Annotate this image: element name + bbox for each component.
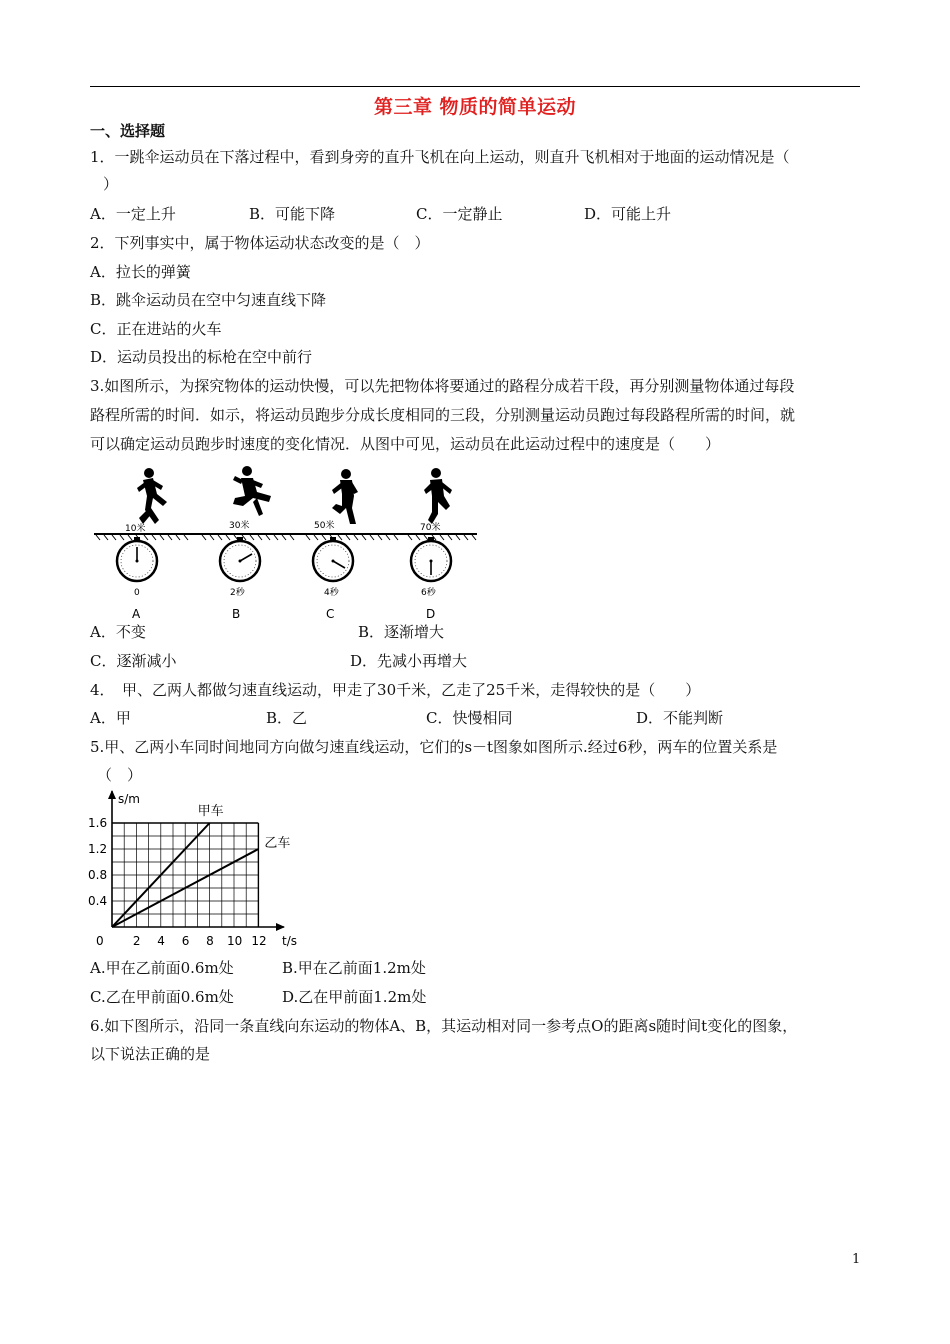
runner-b xyxy=(229,466,271,531)
q2-option-a: A．拉长的弹簧 xyxy=(90,263,191,281)
q1-option-b: B．可能下降 xyxy=(249,205,336,223)
y-tick-label: 1.6 xyxy=(88,816,108,830)
q3-stem-line3: 可以确定运动员跑步时速度的变化情况．从图中可见，运动员在此运动过程中的速度是（ ） xyxy=(90,435,721,453)
x-tick-label: 12 xyxy=(251,934,267,948)
y-tick-label: 1.2 xyxy=(88,842,108,856)
q3-option-b: B．逐渐增大 xyxy=(358,623,445,641)
q5-option-d: D.乙在甲前面1.2m处 xyxy=(282,988,427,1006)
q2-option-b: B．跳伞运动员在空中匀速直线下降 xyxy=(90,291,327,309)
q4-option-b: B．乙 xyxy=(266,709,308,727)
runner-a xyxy=(125,468,167,534)
x-tick-label: 10 xyxy=(227,934,243,948)
clock-b-time: 2秒 xyxy=(230,588,245,598)
x-axis-arrow xyxy=(276,923,285,931)
q1-stem-line1: 1．一跳伞运动员在下落过程中，看到身旁的直升飞机在向上运动，则直升飞机相对于地面的运动情况是（ xyxy=(90,148,790,166)
q1-option-d: D．可能上升 xyxy=(584,205,672,223)
q4-option-a: A．甲 xyxy=(90,709,131,727)
header-rule xyxy=(90,86,860,87)
y-axis-arrow xyxy=(108,790,116,799)
clock-c xyxy=(313,537,353,581)
q3-runner-figure xyxy=(92,462,482,622)
q3-option-a: A．不变 xyxy=(90,623,146,641)
q5-option-c: C.乙在甲前面0.6m处 xyxy=(90,988,234,1006)
runner-c xyxy=(314,469,358,531)
clock-a xyxy=(117,537,157,581)
x-tick-label: 6 xyxy=(181,934,190,948)
runner-d xyxy=(420,468,452,533)
x-tick-label: 8 xyxy=(206,934,214,948)
page-number: 1 xyxy=(852,1252,861,1267)
q4-stem: 4． 甲、乙两人都做匀速直线运动，甲走了30千米，乙走了25千米，走得较快的是（ ） xyxy=(90,681,701,699)
q5-stem-line1: 5.甲、乙两小车同时间地同方向做匀速直线运动，它们的s－t图象如图所示.经过6秒，两车的位置关系是 xyxy=(90,738,778,756)
clock-d-time: 6秒 xyxy=(421,588,436,598)
clock-b xyxy=(220,537,260,581)
q3-stem-line2: 路程所需的时间．如示，将运动员跑步分成长度相同的三段，分别测量运动员跑过每段路程所需的时间，就 xyxy=(90,406,796,424)
runner-b-distance: 30米 xyxy=(229,521,250,531)
runner-label-c: C xyxy=(326,607,335,621)
y-tick-label: 0.8 xyxy=(88,868,108,882)
q5-option-b: B.甲在乙前面1.2m处 xyxy=(282,959,426,977)
q1-option-a: A．一定上升 xyxy=(90,205,176,223)
runner-label-a: A xyxy=(132,607,141,621)
x-tick-label: 0 xyxy=(96,934,104,948)
x-axis-label: t/s xyxy=(282,934,297,948)
q3-stem-line1: 3.如图所示，为探究物体的运动快慢，可以先把物体将要通过的路程分成若干段，再分别测量物体通过每段 xyxy=(90,377,795,395)
section-heading: 一、选择题 xyxy=(90,122,166,140)
ground-track xyxy=(94,534,477,540)
q4-option-d: D．不能判断 xyxy=(636,709,724,727)
x-tick-label: 2 xyxy=(132,934,141,948)
q4-option-c: C．快慢相同 xyxy=(426,709,513,727)
runner-c-distance: 50米 xyxy=(314,521,335,531)
q1-option-c: C．一定静止 xyxy=(416,205,503,223)
series-label-2: 乙车 xyxy=(264,836,291,851)
page-title: 第三章 物质的简单运动 xyxy=(373,96,577,118)
q2-option-c: C．正在进站的火车 xyxy=(90,320,222,338)
runner-a-distance: 10米 xyxy=(125,524,146,534)
y-axis-label: s/m xyxy=(118,792,140,806)
q2-option-d: D．运动员投出的标枪在空中前行 xyxy=(90,348,313,366)
q5-st-graph xyxy=(88,787,318,953)
q6-stem-line1: 6.如下图所示，沿同一条直线向东运动的物体A、B，其运动相对同一参考点O的距离s随时间t变化的图象， xyxy=(90,1017,798,1035)
clock-a-time: 0 xyxy=(134,588,140,598)
x-tick-label: 4 xyxy=(157,934,165,948)
q3-option-d: D．先减小再增大 xyxy=(350,652,468,670)
q5-option-a: A.甲在乙前面0.6m处 xyxy=(90,959,234,977)
q2-stem: 2．下列事实中，属于物体运动状态改变的是（ ） xyxy=(90,234,430,252)
q6-stem-line2: 以下说法正确的是 xyxy=(90,1045,211,1063)
clock-c-time: 4秒 xyxy=(324,588,339,598)
runner-d-distance: 70米 xyxy=(420,523,441,533)
clock-d xyxy=(411,537,451,581)
q5-stem-line2: （ ） xyxy=(97,766,143,784)
y-tick-label: 0.4 xyxy=(88,894,108,908)
runner-label-d: D xyxy=(426,607,436,621)
q1-stem-line2: ） xyxy=(103,175,119,193)
runner-label-b: B xyxy=(232,607,241,621)
q3-option-c: C．逐渐减小 xyxy=(90,652,177,670)
graph-grid xyxy=(112,823,258,927)
series-label-1: 甲车 xyxy=(197,804,224,819)
